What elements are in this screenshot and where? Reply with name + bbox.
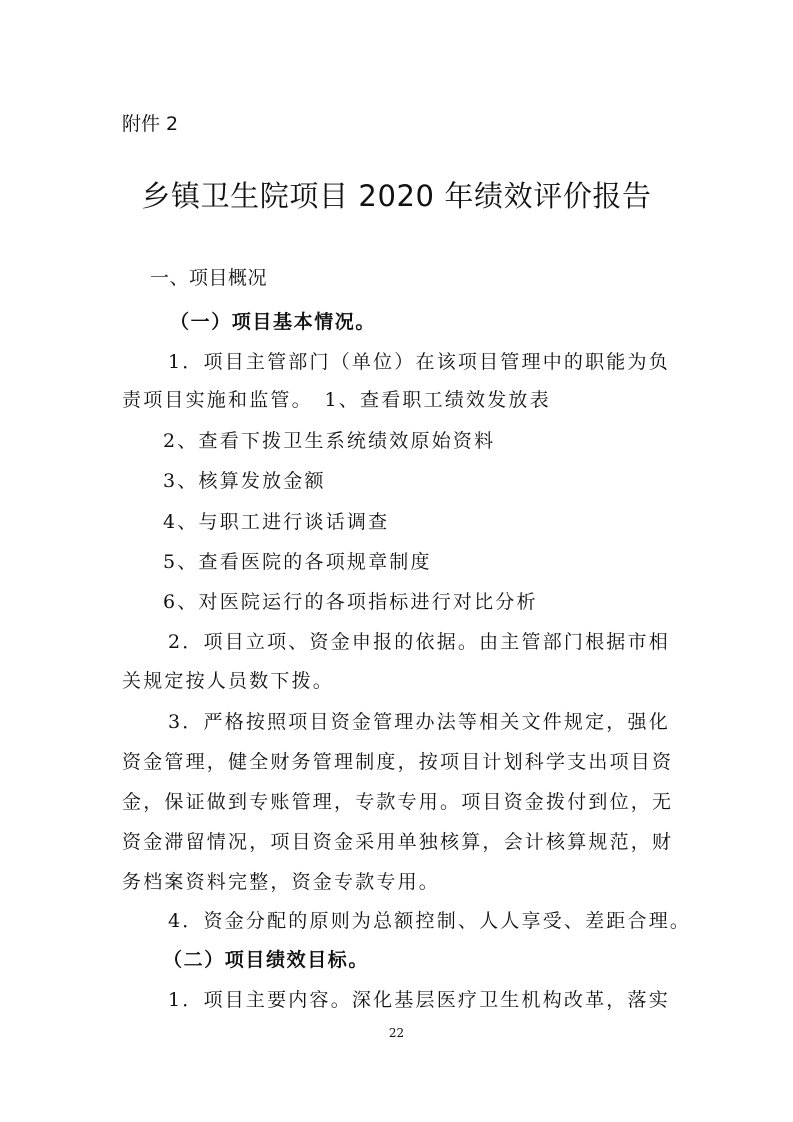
- paragraph-line: 4、与职工进行谈话调查: [163, 511, 390, 533]
- paragraph-line: 3．严格按照项目资金管理办法等相关文件规定，强化: [168, 711, 670, 733]
- paragraph-line: 4．资金分配的原则为总额控制、人人享受、差距合理。: [168, 910, 692, 932]
- paragraph-line: 务档案资料完整，资金专款专用。: [122, 871, 441, 893]
- paragraph-line: 资金管理，健全财务管理制度，按项目计划科学支出项目资: [122, 751, 674, 773]
- paragraph-line: 关规定按人员数下拨。: [122, 670, 335, 692]
- paragraph-line: 金，保证做到专账管理，专款专用。项目资金拨付到位，无: [122, 791, 674, 813]
- paragraph-line: 1．项目主管部门（单位）在该项目管理中的职能为负: [168, 351, 670, 373]
- paragraph-line: 6、对医院运行的各项指标进行对比分析: [163, 591, 538, 613]
- paragraph-line: 2．项目立项、资金申报的依据。由主管部门根据市相: [168, 631, 670, 653]
- section-heading-overview: 一、项目概况: [150, 267, 268, 289]
- paragraph-line: 5、查看医院的各项规章制度: [163, 551, 432, 573]
- paragraph-line: 2、查看下拨卫生系统绩效原始资料: [163, 430, 496, 452]
- page-number: 22: [388, 1026, 405, 1040]
- paragraph-line: 1．项目主要内容。深化基层医疗卫生机构改革，落实: [168, 989, 670, 1011]
- document-title: 乡镇卫生院项目 2020 年绩效评价报告: [141, 179, 652, 213]
- paragraph-line: 资金滞留情况，项目资金采用单独核算，会计核算规范，财: [122, 831, 674, 853]
- paragraph-line: 3、核算发放金额: [163, 470, 326, 492]
- paragraph-line: 责项目实施和监管。 1、查看职工绩效发放表: [122, 389, 551, 411]
- subsection-heading-performance-goals: （二）项目绩效目标。: [163, 949, 370, 971]
- subsection-heading-basic-info: （一）项目基本情况。: [170, 311, 377, 333]
- attachment-label: 附件 2: [122, 113, 179, 135]
